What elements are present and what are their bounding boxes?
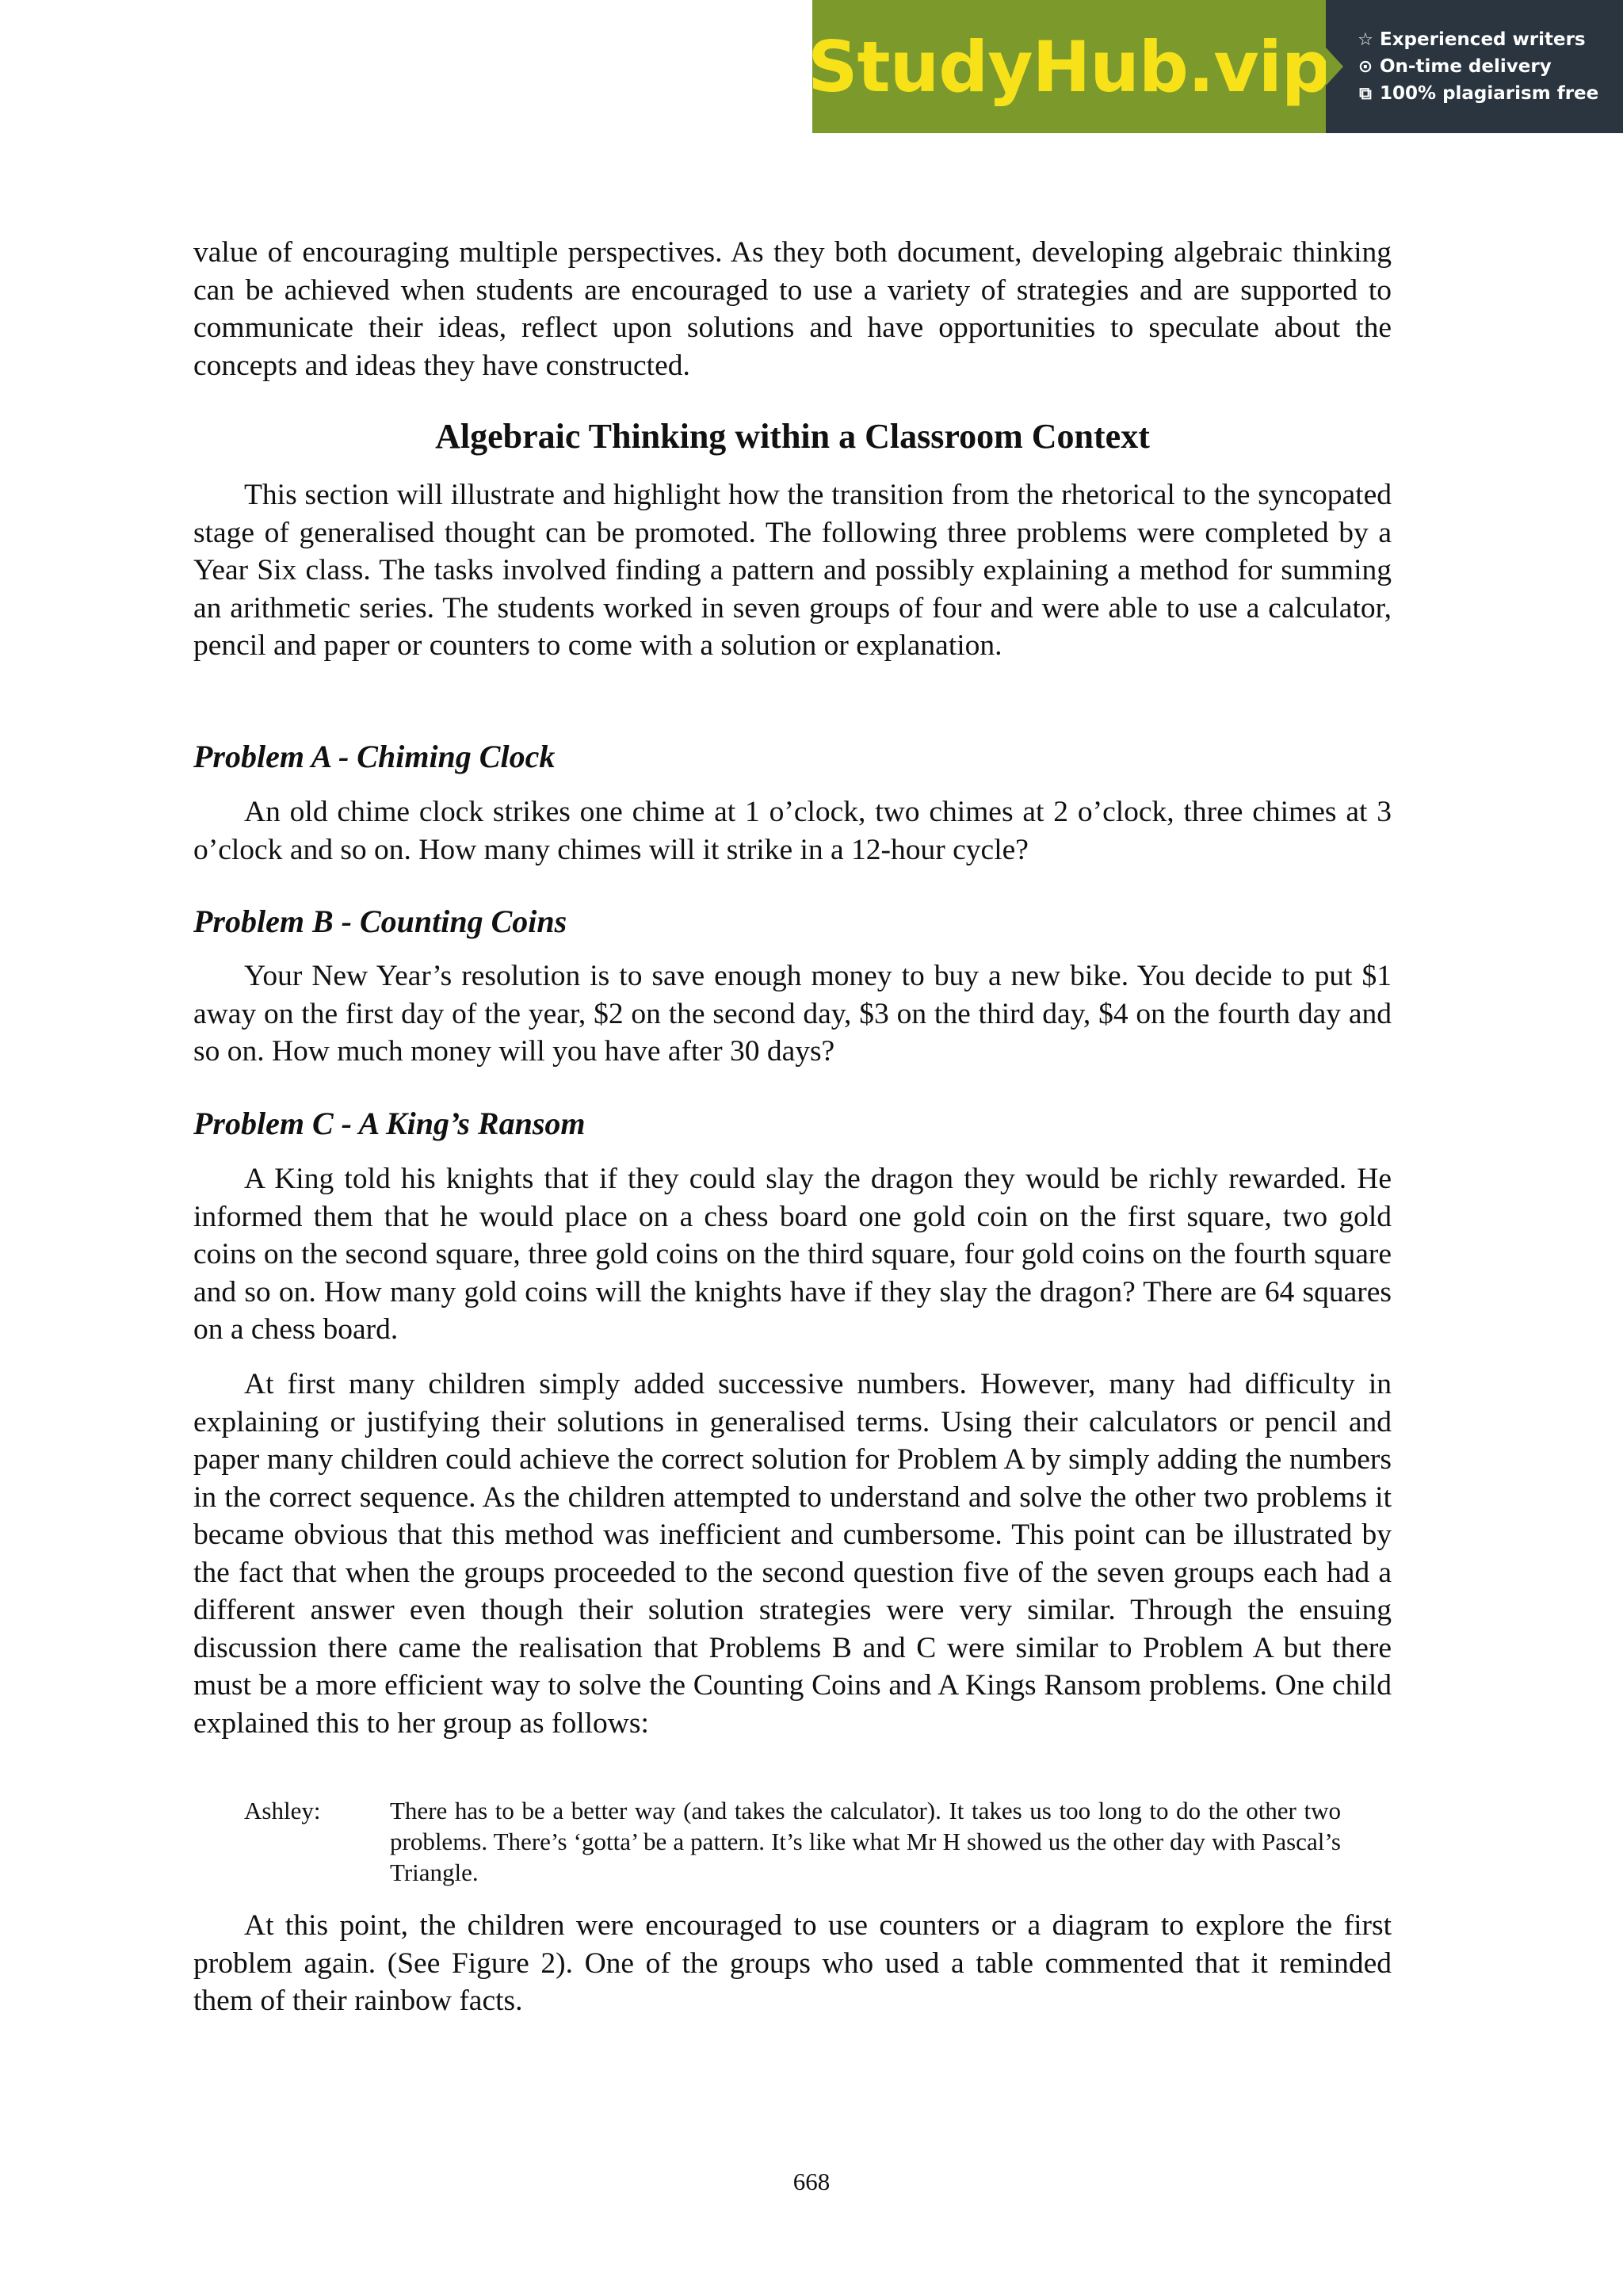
problem-b-text: Your New Year’s resolution is to save enough money to buy a new bike. You decide to put $1 away on the first day of the year, $2 on the second day, $3 on the third day, $4 on the fourth day and so on. How much money will you have after 30 days? [193, 960, 1392, 1068]
feature-label: On-time delivery [1380, 56, 1552, 77]
studyhub-logo[interactable] [808, 0, 1331, 133]
intro-paragraph: value of encouraging multiple perspectives. As they both document, developing algebraic thinking can be achieved when students are encouraged to use a variety of strategies and are supported to communicate their ideas, reflect upon solutions and have opportunities to speculate about the concepts and ideas they have constructed. [193, 236, 1392, 382]
problem-a-title: Problem A - Chiming Clock [193, 739, 556, 774]
star-icon: ☆ [1358, 29, 1373, 50]
quote-speaker: Ashley: [244, 1797, 321, 1824]
page-number: 668 [792, 2168, 831, 2195]
clock-icon: ⊙ [1358, 56, 1373, 77]
logo-text: StudyHub.vip [808, 25, 1331, 108]
problem-a-text: An old chime clock strikes one chime at 1 o’clock, two chimes at 2 o’clock, three chimes at 3 o’clock and so on. How many chimes will it strike in a 12-hour cycle? [193, 796, 1392, 866]
copy-icon: ⧉ [1359, 83, 1372, 104]
discussion-paragraph: At first many children simply added successive numbers. However, many had difficulty in explaining or justifying their solutions in generalised terms. Using their calculators or pencil and paper many children could achieve the correct solution for Problem A by simply adding the numbers in the correct sequence. As the children attempted to understand and solve the other two problems it became obvious that this method was inefficient and cumbersome. This point can be illustrated by the fact that when the groups proceeded to the second question five of the seven groups each had a different answer even though their solution strategies were very similar. Through the ensuing discussion there came the realisation that Problems B and C were similar to Problem A but there must be a more efficient way to solve the Counting Coins and A Kings Ransom problems. One child explained this to her group as follows: [193, 1368, 1392, 1740]
problem-c-text: A King told his knights that if they could slay the dragon they would be richly rewarded. He informed them that he would place on a chess board one gold coin on the first square, two gold coins on the second square, three gold coins on the third square, four gold coins on the fourth square and so on. How many gold coins will the knights have if they slay the dragon? There are 64 squares on a chess board. [193, 1163, 1392, 1346]
feature-label: Experienced writers [1380, 29, 1586, 50]
feature-label: 100% plagiarism free [1380, 83, 1599, 104]
banner-notch [1326, 48, 1343, 86]
banner-features [1326, 0, 1623, 133]
feature-experienced-writers [1356, 29, 1623, 50]
studyhub-banner[interactable] [808, 0, 1623, 133]
feature-on-time-delivery [1356, 56, 1623, 77]
closing-paragraph: At this point, the children were encouraged to use counters or a diagram to explore the first problem again. (See Figure 2). One of the groups who used a table commented that it reminded them of their rainbow facts. [193, 1909, 1392, 2017]
feature-plagiarism-free [1356, 83, 1623, 104]
problem-c-title: Problem C - A King’s Ransom [193, 1106, 586, 1141]
ashley-quote [244, 1795, 1341, 1888]
problem-b-title: Problem B - Counting Coins [193, 904, 567, 939]
section-heading: Algebraic Thinking within a Classroom Context [435, 417, 1150, 456]
quote-text: There has to be a better way (and takes the calculator). It takes us too long to do the other two problems. There’s ‘gotta’ be a pattern. It’s like what Mr H showed us the other day with Pascal’s Triangle. [390, 1797, 1341, 1886]
section-paragraph: This section will illustrate and highlight how the transition from the rhetorical to the syncopated stage of generalised thought can be promoted. The following three problems were completed by a Year Six class. The tasks involved finding a pattern and possibly explaining a method for summing an arithmetic series. The students worked in seven groups of four and were able to use a calculator, pencil and paper or counters to come with a solution or explanation. [193, 479, 1392, 662]
